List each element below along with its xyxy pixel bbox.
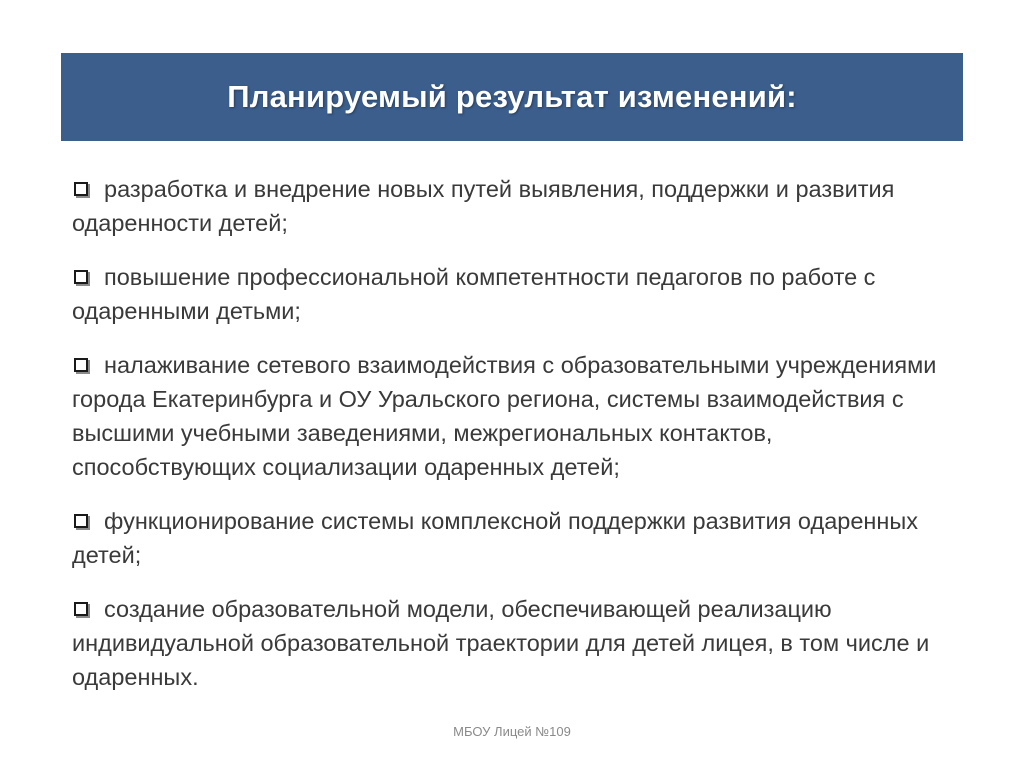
checkbox-square-icon (74, 358, 88, 372)
list-item-text: повышение профессиональной компетентности педагогов по работе с одаренными детьми; (72, 264, 876, 324)
checkbox-square-icon (74, 182, 88, 196)
list-item (72, 504, 962, 572)
list-item-text: налаживание сетевого взаимодействия с образовательными учреждениями города Екатеринбурга и ОУ Уральского региона, системы взаимодействия с высшими учебными заведениями, межрегиональных контактов, способствующих социализации одаренных детей; (72, 352, 937, 480)
bullet-list (72, 172, 962, 714)
checkbox-square-icon (74, 514, 88, 528)
checkbox-square-icon (74, 602, 88, 616)
list-item (72, 592, 962, 694)
list-item-text: функционирование системы комплексной поддержки развития одаренных детей; (72, 508, 918, 568)
list-item-text: разработка и внедрение новых путей выявления, поддержки и развития одаренности детей; (72, 176, 895, 236)
title-bar (61, 53, 963, 141)
list-item (72, 172, 962, 240)
list-item-text: создание образовательной модели, обеспечивающей реализацию индивидуальной образовательной траектории для детей лицея, в том числе и одаренных. (72, 596, 930, 690)
checkbox-square-icon (74, 270, 88, 284)
list-item (72, 260, 962, 328)
footer-text: МБОУ Лицей №109 (453, 724, 571, 739)
list-item (72, 348, 962, 484)
slide-title: Планируемый результат изменений: (227, 79, 797, 114)
